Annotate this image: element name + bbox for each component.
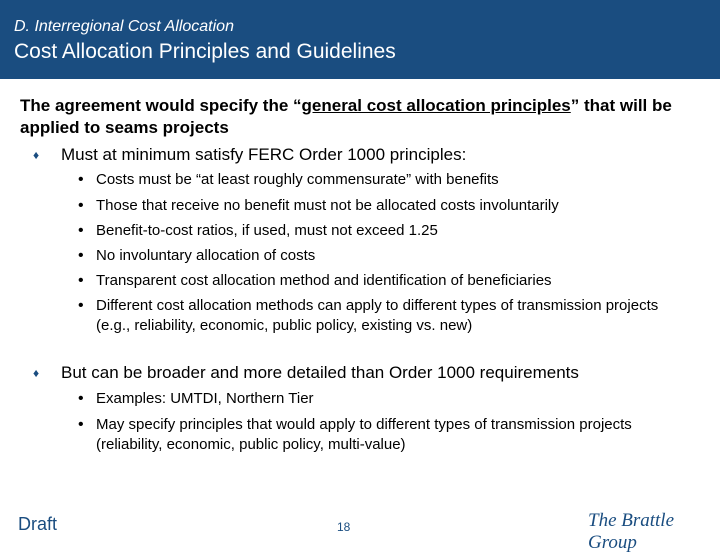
sub-bullet-text: Transparent cost allocation method and identification of beneficiaries xyxy=(96,272,552,289)
page-number: 18 xyxy=(337,520,351,534)
bullet-dot-icon: • xyxy=(78,416,84,433)
sub-bullet-text: May specify principles that would apply to different types of transmission projects (reliability, economic, public policy, multi-value) xyxy=(96,416,632,453)
diamond-icon: ♦ xyxy=(33,366,40,380)
bullet-dot-icon: • xyxy=(78,390,84,407)
intro-underlined: general cost allocation principles xyxy=(301,96,571,115)
sub-bullet-text: Costs must be “at least roughly commensurate” with benefits xyxy=(96,171,499,188)
bullet-dot-icon: • xyxy=(78,247,84,264)
header-bar xyxy=(0,0,720,79)
draft-label: Draft xyxy=(18,514,58,534)
bullet-dot-icon: • xyxy=(78,171,84,188)
intro-after: ” that will be applied to seams projects xyxy=(20,96,672,137)
bullet-dot-icon: • xyxy=(78,197,84,214)
sub-bullet-text: Benefit-to-cost ratios, if used, must not exceed 1.25 xyxy=(96,222,438,239)
sub-bullet-text: Those that receive no benefit must not be allocated costs involuntarily xyxy=(96,197,559,214)
bullet-2-text: But can be broader and more detailed than Order 1000 requirements xyxy=(61,363,579,382)
sub-bullet-text: No involuntary allocation of costs xyxy=(96,247,316,264)
bullet-1-text: Must at minimum satisfy FERC Order 1000 principles: xyxy=(61,145,467,164)
bullet-dot-icon: • xyxy=(78,222,84,239)
intro-text xyxy=(20,95,700,139)
section-label: D. Interregional Cost Allocation xyxy=(14,18,234,35)
intro-before: The agreement would specify the “ xyxy=(20,96,302,115)
slide-title: Cost Allocation Principles and Guidelines xyxy=(14,40,396,63)
sub-bullet-text: Examples: UMTDI, Northern Tier xyxy=(96,390,314,407)
bullet-dot-icon: • xyxy=(78,272,84,289)
bullet-dot-icon: • xyxy=(78,297,84,314)
sub-bullet-text: Different cost allocation methods can apply to different types of transmission projects (e.g., reliability, economic, public policy, existing vs. new) xyxy=(96,297,659,334)
diamond-icon: ♦ xyxy=(33,148,40,162)
brattle-group-logo: The Brattle Group xyxy=(588,510,675,553)
